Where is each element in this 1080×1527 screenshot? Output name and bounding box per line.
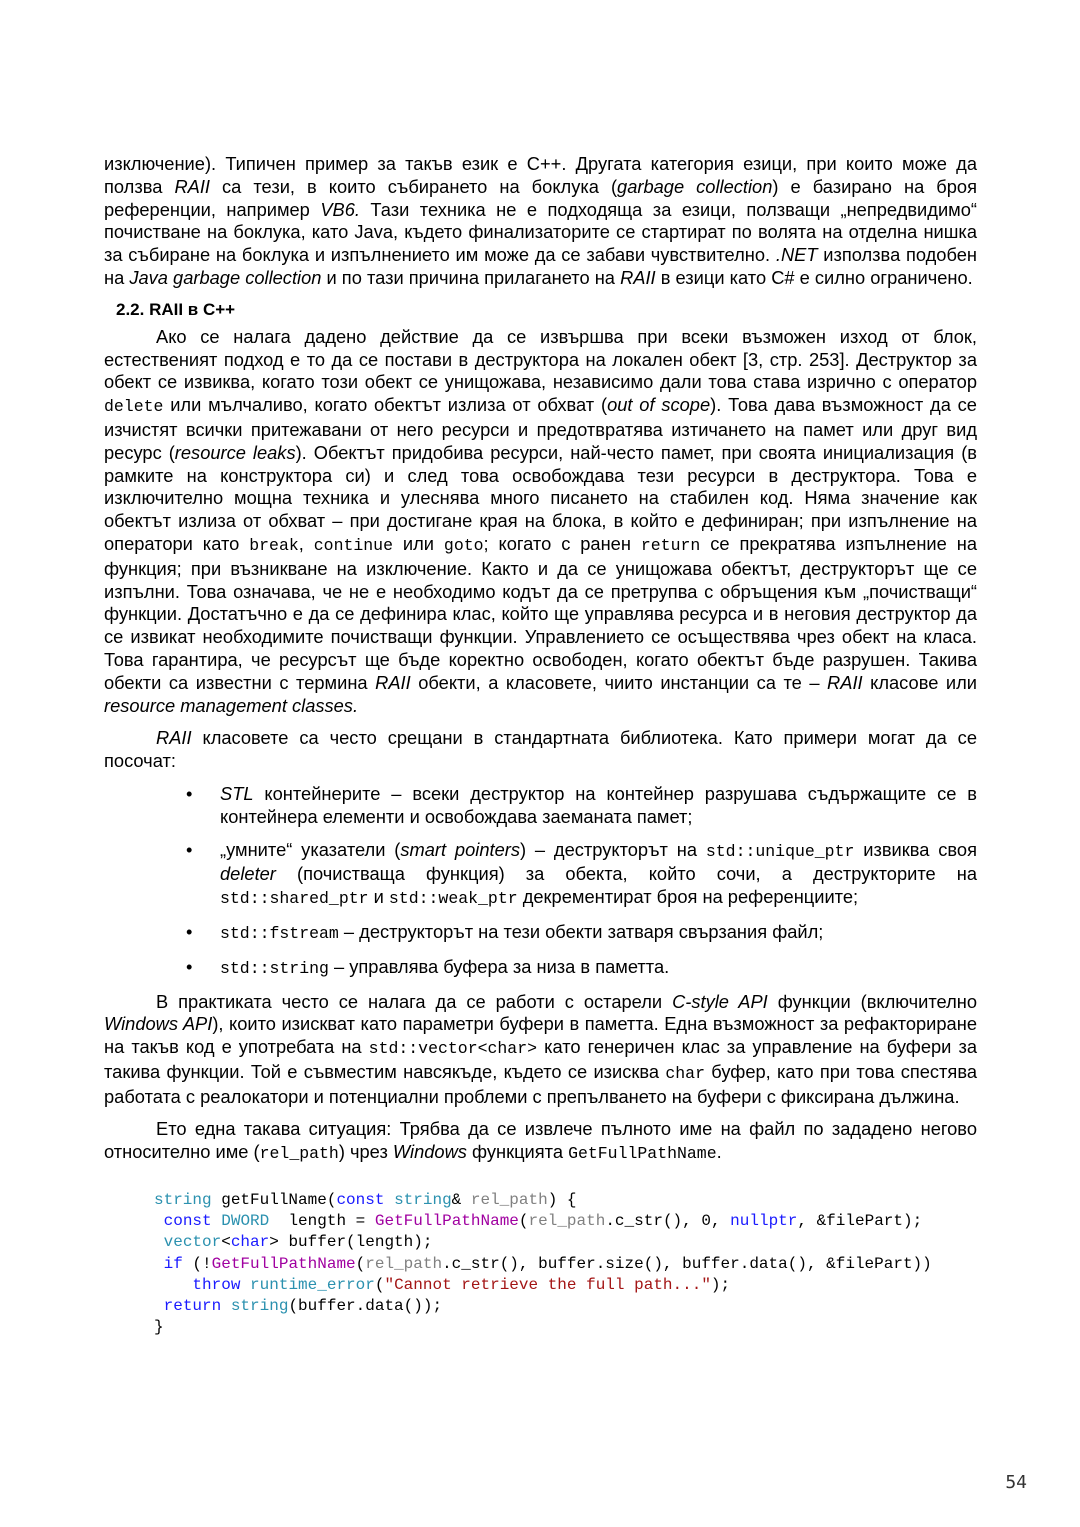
code-line: vector<char> buffer(length); bbox=[163, 1233, 433, 1252]
bullet-icon: • bbox=[186, 782, 193, 804]
list-item: • std::fstream – деструкторът на тези обекти затваря свързания файл; bbox=[186, 920, 824, 943]
bullet-icon: • bbox=[186, 955, 193, 977]
code-line: return string(buffer.data()); bbox=[163, 1297, 443, 1316]
document-page bbox=[104, 153, 977, 1339]
bullet-icon: • bbox=[186, 920, 193, 942]
raii-examples-list bbox=[104, 783, 977, 981]
code-line: throw runtime_error("Cannot retrieve the full path..."); bbox=[192, 1275, 731, 1294]
paragraph-raii-classes: RAII класовете са често срещани в стандартната библиотека. Като примери могат да се посочат: bbox=[104, 727, 977, 772]
paragraph-raii-destructor: Ако се налага дадено действие да се извършва при всеки възможен изход от блок, естественият подход е то да се постави в деструктора на локален обект [3, стр. 253]. Деструктор за обект се извиква, когато този обект се унищожава, независимо дали това става изрично с оператор delete или мълчаливо, когато обектът излиза от обхват (out of scope). Това дава възможност да се изчистят всички притежавани от него ресурси и предотвратява изтичането на памет или друг вид ресурс (resource leaks). Обектът придобива ресурси, най-често памет, при своята инициализация (в рамките на конструктора си) и след това освобождава тези ресурси в деструктора. Това е изключително мощна техника и улеснява много писането на стабилен код. Няма значение как обектът излиза от обхват – при достигане края на блока, в който е дефиниран; при изпълнение на оператори като break, continue или goto; когато с ранен return се прекратява изпълнение на функция; при възникване на изключение. Както и да се унищожава обектът, деструкторът ще се изпълни. Това означава, че не е необходимо кодът да се претрупва с обръщения към „почистващи“ функции. Достатъчно е да се дефинира клас, който ще управлява ресурса и в неговия деструктор да се извикат необходимите почистващи функции. Управлението се осъществява чрез обект на класа. Това гарантира, че ресурсът ще бъде коректно освободен, когато обектът бъде разрушен. Такива обекти са известни с термина RAII обекти, а класовете, чиито инстанции са те – RAII класове или resource management classes. bbox=[104, 325, 977, 716]
section-title: 2.2. RAII в C++ bbox=[116, 299, 236, 319]
intro-paragraph: изключение). Типичен пример за такъв език е C++. Другата категория езици, при които може да ползва RAII са тези, в които събирането на боклука (garbage collection) е базирано на броя референции, например VB6. Тази техника не е подходяща за езици, ползващи „непредвидимо“ почистване на боклука, като Java, където финализаторите се стартират по волята на отделна нишка за събиране на боклука и изпълнението им може да се забави чувствително. .NET използва подобен на Java garbage collection и по тази причина прилагането на RAII в езици като C# е силно ограничено. bbox=[104, 153, 977, 288]
list-item: • std::string – управлява буфера за низа в паметта. bbox=[186, 955, 670, 978]
bullet-icon: • bbox=[186, 838, 193, 860]
code-line: } bbox=[154, 1318, 164, 1337]
code-line: string getFullName(const string& rel_path) { bbox=[154, 1191, 577, 1210]
list-item: • STL контейнерите – всеки деструктор на контейнер разрушава съдържащите се в контейнера елементи и освобождава заеманата памет; bbox=[186, 782, 977, 827]
paragraph-example-intro: Ето една такава ситуация: Трябва да се извлече пълното име на файл по зададено негово относително име (rel_path) чрез Windows функцията GetFullPathName. bbox=[104, 1118, 977, 1164]
code-line: if (!GetFullPathName(rel_path.c_str(), buffer.size(), buffer.data(), &filePart)) bbox=[163, 1254, 932, 1273]
list-item: • „умните“ указатели (smart pointers) – деструкторът на std::unique_ptr извиква своя deleter (почистваща функция) за обекта, който сочи, а деструкторите на std::shared_ptr и std::weak_ptr декрементират броя на референциите; bbox=[186, 838, 977, 909]
paragraph-c-style-api: В практиката често се налага да се работи с остарели C-style API функции (включително Windows API), които изискват като параметри буфери в паметта. Една възможност за рефакториране на такъв код е употребата на std::vector<char> като генеричен клас за управление на буфери за такива функции. Той е съвместим навсякъде, където се изисква char буфер, като при това спестява работата с реалокатори и потенциални проблеми с препълването на буфери с фиксирана дължина. bbox=[104, 990, 978, 1107]
page-number: 54 bbox=[1005, 1472, 1027, 1493]
code-block bbox=[154, 1190, 977, 1338]
code-line: const DWORD length = GetFullPathName(rel_path.c_str(), 0, nullptr, &filePart); bbox=[163, 1212, 923, 1231]
